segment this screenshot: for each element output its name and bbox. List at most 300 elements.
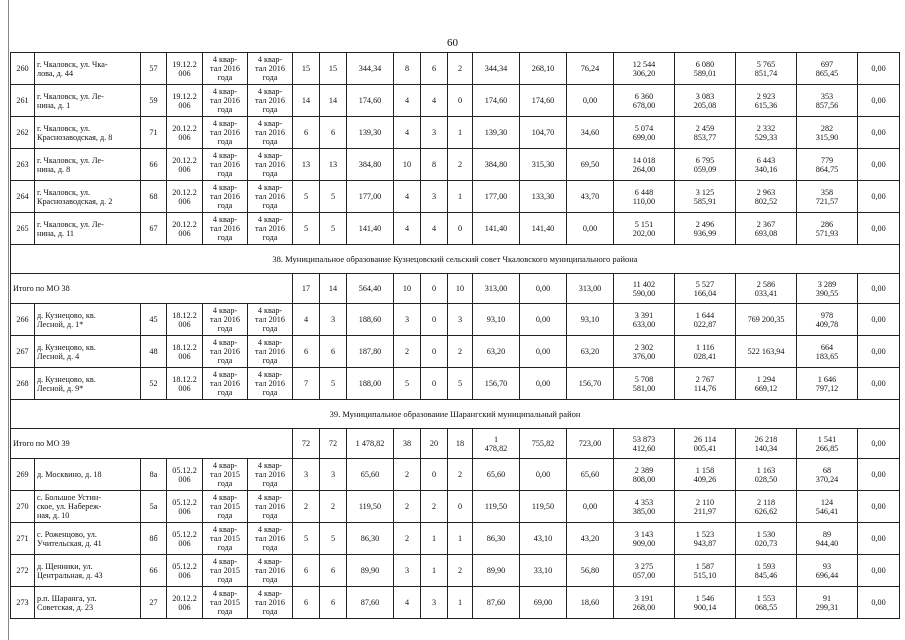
row-number: 265 xyxy=(11,213,35,245)
cell-c18: 6 443 340,16 xyxy=(736,149,797,181)
cell-c9: 89,90 xyxy=(347,555,394,587)
date-cell: 19.12.2 006 xyxy=(167,85,203,117)
cell-c7: 15 xyxy=(293,53,320,85)
cell-c9: 177,00 xyxy=(347,181,394,213)
cell-c12: 2 xyxy=(448,53,473,85)
quarter-cell: 4 квар- тал 2016 года xyxy=(203,213,248,245)
cell-c8: 5 xyxy=(320,213,347,245)
cell-c20: 0,00 xyxy=(858,85,900,117)
table-row xyxy=(11,336,900,368)
cell-c17: 6 795 059,09 xyxy=(675,149,736,181)
quarter-cell: 4 квар- тал 2015 года xyxy=(203,555,248,587)
cell-c12: 0 xyxy=(448,213,473,245)
section-title: 38. Муниципальное образование Кузнецовский сельский совет Чкаловского муниципального района xyxy=(11,245,900,274)
quarter-cell: 4 квар- тал 2015 года xyxy=(203,491,248,523)
cell-c13: 174,60 xyxy=(473,85,520,117)
cell-c8: 5 xyxy=(320,181,347,213)
cell-c11: 6 xyxy=(421,53,448,85)
cell-c16: 3 275 057,00 xyxy=(614,555,675,587)
cell-c20: 0,00 xyxy=(858,555,900,587)
address-cell: р.п. Шаранга, ул. Советская, д. 23 xyxy=(35,587,141,619)
row-number: 263 xyxy=(11,149,35,181)
cell-c19: 358 721,57 xyxy=(797,181,858,213)
quarter-cell: 4 квар- тал 2016 года xyxy=(203,336,248,368)
date-cell: 18.12.2 006 xyxy=(167,304,203,336)
cell-c18: 5 765 851,74 xyxy=(736,53,797,85)
date-cell: 05.12.2 006 xyxy=(167,523,203,555)
cell-c18: 1 294 669,12 xyxy=(736,368,797,400)
cell-c15: 18,60 xyxy=(567,587,614,619)
quarter-cell: 4 квар- тал 2016 года xyxy=(248,459,293,491)
cell-c12: 10 xyxy=(448,274,473,304)
table-row xyxy=(11,213,900,245)
cell-c7: 17 xyxy=(293,274,320,304)
table-row xyxy=(11,304,900,336)
resettlement-table xyxy=(10,52,900,619)
address-cell: г. Чкаловск, ул. Краснозаводская, д. 2 xyxy=(35,181,141,213)
row-number: 268 xyxy=(11,368,35,400)
cell-c11: 3 xyxy=(421,117,448,149)
cell-c18: 2 963 802,52 xyxy=(736,181,797,213)
cell-c17: 2 767 114,76 xyxy=(675,368,736,400)
cell-c16: 4 353 385,00 xyxy=(614,491,675,523)
cell-c18: 26 218 140,34 xyxy=(736,429,797,459)
date-cell: 20.12.2 006 xyxy=(167,213,203,245)
cell-c16: 3 143 909,00 xyxy=(614,523,675,555)
quarter-cell: 4 квар- тал 2016 года xyxy=(248,491,293,523)
cell-c15: 63,20 xyxy=(567,336,614,368)
cell-c20: 0,00 xyxy=(858,368,900,400)
cell-c9: 564,40 xyxy=(347,274,394,304)
cell-c16: 11 402 590,00 xyxy=(614,274,675,304)
row-number: 271 xyxy=(11,523,35,555)
date-cell: 20.12.2 006 xyxy=(167,587,203,619)
cell-c20: 0,00 xyxy=(858,181,900,213)
cell-c7: 6 xyxy=(293,587,320,619)
cell-c16: 6 360 678,00 xyxy=(614,85,675,117)
cell-c16: 3 191 268,00 xyxy=(614,587,675,619)
cell-c18: 2 923 615,36 xyxy=(736,85,797,117)
cell-c9: 384,80 xyxy=(347,149,394,181)
table-row xyxy=(11,587,900,619)
quarter-cell: 4 квар- тал 2016 года xyxy=(203,304,248,336)
cell-c12: 1 xyxy=(448,117,473,149)
cell-c17: 2 459 853,77 xyxy=(675,117,736,149)
cell-c19: 124 546,41 xyxy=(797,491,858,523)
cell-c16: 5 151 202,00 xyxy=(614,213,675,245)
cell-c10: 2 xyxy=(394,491,421,523)
cell-c14: 755,82 xyxy=(520,429,567,459)
quarter-cell: 4 квар- тал 2016 года xyxy=(248,304,293,336)
quarter-cell: 4 квар- тал 2016 года xyxy=(248,53,293,85)
cell-c14: 43,10 xyxy=(520,523,567,555)
cell-c7: 6 xyxy=(293,555,320,587)
cell-c15: 313,00 xyxy=(567,274,614,304)
cell-c19: 89 944,40 xyxy=(797,523,858,555)
cell-c17: 3 083 205,08 xyxy=(675,85,736,117)
cell-c8: 6 xyxy=(320,587,347,619)
cell-c15: 0,00 xyxy=(567,213,614,245)
cell-c15: 43,20 xyxy=(567,523,614,555)
section-header-row xyxy=(11,400,900,429)
cell-c10: 10 xyxy=(394,274,421,304)
cell-c10: 2 xyxy=(394,336,421,368)
cell-c8: 5 xyxy=(320,523,347,555)
cell-c20: 0,00 xyxy=(858,274,900,304)
quarter-cell: 4 квар- тал 2016 года xyxy=(248,213,293,245)
cell-c17: 1 158 409,26 xyxy=(675,459,736,491)
date-cell: 05.12.2 006 xyxy=(167,491,203,523)
row-number: 261 xyxy=(11,85,35,117)
cell-c15: 43,70 xyxy=(567,181,614,213)
cell-c11: 2 xyxy=(421,491,448,523)
cell-c9: 188,00 xyxy=(347,368,394,400)
quarter-cell: 4 квар- тал 2016 года xyxy=(248,336,293,368)
cell-c9: 141,40 xyxy=(347,213,394,245)
date-cell: 20.12.2 006 xyxy=(167,181,203,213)
cell-c12: 0 xyxy=(448,85,473,117)
cell-c19: 282 315,90 xyxy=(797,117,858,149)
cell-c17: 1 546 900,14 xyxy=(675,587,736,619)
row-number: 260 xyxy=(11,53,35,85)
cell-c16: 5 074 699,00 xyxy=(614,117,675,149)
cell-c9: 87,60 xyxy=(347,587,394,619)
cell-c12: 0 xyxy=(448,491,473,523)
total-label: Итого по МО 39 xyxy=(11,429,293,459)
cell-c16: 3 391 633,00 xyxy=(614,304,675,336)
year-cell: 71 xyxy=(141,117,167,149)
quarter-cell: 4 квар- тал 2016 года xyxy=(248,117,293,149)
cell-c11: 0 xyxy=(421,459,448,491)
cell-c10: 10 xyxy=(394,149,421,181)
cell-c7: 5 xyxy=(293,523,320,555)
year-cell: 66 xyxy=(141,555,167,587)
year-cell: 67 xyxy=(141,213,167,245)
cell-c20: 0,00 xyxy=(858,523,900,555)
cell-c20: 0,00 xyxy=(858,587,900,619)
date-cell: 05.12.2 006 xyxy=(167,459,203,491)
cell-c20: 0,00 xyxy=(858,491,900,523)
address-cell: д. Щенники, ул. Центральная, д. 43 xyxy=(35,555,141,587)
quarter-cell: 4 квар- тал 2015 года xyxy=(203,523,248,555)
cell-c20: 0,00 xyxy=(858,53,900,85)
cell-c8: 6 xyxy=(320,117,347,149)
cell-c12: 1 xyxy=(448,587,473,619)
cell-c12: 5 xyxy=(448,368,473,400)
table-row xyxy=(11,149,900,181)
cell-c19: 91 299,31 xyxy=(797,587,858,619)
cell-c19: 664 183,65 xyxy=(797,336,858,368)
cell-c17: 26 114 005,41 xyxy=(675,429,736,459)
cell-c18: 2 332 529,33 xyxy=(736,117,797,149)
table-row xyxy=(11,85,900,117)
row-number: 264 xyxy=(11,181,35,213)
quarter-cell: 4 квар- тал 2016 года xyxy=(203,149,248,181)
cell-c16: 5 708 581,00 xyxy=(614,368,675,400)
year-cell: 66 xyxy=(141,149,167,181)
year-cell: 57 xyxy=(141,53,167,85)
cell-c15: 0,00 xyxy=(567,491,614,523)
cell-c10: 5 xyxy=(394,368,421,400)
quarter-cell: 4 квар- тал 2016 года xyxy=(248,555,293,587)
cell-c17: 2 496 936,99 xyxy=(675,213,736,245)
cell-c7: 3 xyxy=(293,459,320,491)
year-cell: 48 xyxy=(141,336,167,368)
quarter-cell: 4 квар- тал 2016 года xyxy=(203,181,248,213)
row-number: 269 xyxy=(11,459,35,491)
cell-c14: 0,00 xyxy=(520,274,567,304)
cell-c8: 72 xyxy=(320,429,347,459)
table-row xyxy=(11,555,900,587)
year-cell: 5а xyxy=(141,491,167,523)
cell-c8: 13 xyxy=(320,149,347,181)
cell-c13: 384,80 xyxy=(473,149,520,181)
year-cell: 59 xyxy=(141,85,167,117)
cell-c19: 978 409,78 xyxy=(797,304,858,336)
row-number: 270 xyxy=(11,491,35,523)
cell-c8: 15 xyxy=(320,53,347,85)
cell-c16: 6 448 110,00 xyxy=(614,181,675,213)
cell-c11: 0 xyxy=(421,274,448,304)
cell-c10: 4 xyxy=(394,85,421,117)
cell-c11: 3 xyxy=(421,181,448,213)
table-row xyxy=(11,491,900,523)
cell-c11: 0 xyxy=(421,336,448,368)
cell-c8: 14 xyxy=(320,85,347,117)
cell-c14: 119,50 xyxy=(520,491,567,523)
cell-c17: 2 110 211,97 xyxy=(675,491,736,523)
cell-c13: 63,20 xyxy=(473,336,520,368)
cell-c14: 33,10 xyxy=(520,555,567,587)
section-title: 39. Муниципальное образование Шарангский муниципальный район xyxy=(11,400,900,429)
table-row xyxy=(11,368,900,400)
cell-c17: 6 080 589,01 xyxy=(675,53,736,85)
cell-c14: 268,10 xyxy=(520,53,567,85)
cell-c19: 779 864,75 xyxy=(797,149,858,181)
cell-c8: 6 xyxy=(320,336,347,368)
cell-c10: 2 xyxy=(394,459,421,491)
cell-c15: 723,00 xyxy=(567,429,614,459)
cell-c18: 769 200,35 xyxy=(736,304,797,336)
address-cell: д. Кузнецово, кв. Лесной, д. 1* xyxy=(35,304,141,336)
cell-c14: 0,00 xyxy=(520,336,567,368)
cell-c8: 5 xyxy=(320,368,347,400)
address-cell: г. Чкаловск, ул. Ле- нина, д. 11 xyxy=(35,213,141,245)
cell-c19: 93 696,44 xyxy=(797,555,858,587)
quarter-cell: 4 квар- тал 2016 года xyxy=(248,181,293,213)
cell-c9: 65,60 xyxy=(347,459,394,491)
cell-c7: 14 xyxy=(293,85,320,117)
cell-c7: 2 xyxy=(293,491,320,523)
total-label: Итого по МО 38 xyxy=(11,274,293,304)
cell-c14: 0,00 xyxy=(520,304,567,336)
cell-c13: 141,40 xyxy=(473,213,520,245)
cell-c11: 0 xyxy=(421,368,448,400)
table-row xyxy=(11,523,900,555)
cell-c19: 353 857,56 xyxy=(797,85,858,117)
cell-c16: 12 544 306,20 xyxy=(614,53,675,85)
quarter-cell: 4 квар- тал 2016 года xyxy=(203,117,248,149)
cell-c13: 156,70 xyxy=(473,368,520,400)
cell-c7: 5 xyxy=(293,181,320,213)
address-cell: д. Кузнецово, кв. Лесной, д. 9* xyxy=(35,368,141,400)
cell-c10: 38 xyxy=(394,429,421,459)
cell-c12: 2 xyxy=(448,149,473,181)
date-cell: 18.12.2 006 xyxy=(167,368,203,400)
year-cell: 52 xyxy=(141,368,167,400)
cell-c19: 3 289 390,55 xyxy=(797,274,858,304)
row-number: 262 xyxy=(11,117,35,149)
cell-c7: 6 xyxy=(293,117,320,149)
cell-c14: 0,00 xyxy=(520,459,567,491)
cell-c19: 1 646 797,12 xyxy=(797,368,858,400)
cell-c20: 0,00 xyxy=(858,429,900,459)
cell-c14: 104,70 xyxy=(520,117,567,149)
cell-c20: 0,00 xyxy=(858,459,900,491)
cell-c16: 14 018 264,00 xyxy=(614,149,675,181)
date-cell: 20.12.2 006 xyxy=(167,117,203,149)
cell-c12: 1 xyxy=(448,523,473,555)
cell-c11: 1 xyxy=(421,555,448,587)
cell-c15: 34,60 xyxy=(567,117,614,149)
cell-c9: 344,34 xyxy=(347,53,394,85)
cell-c14: 174,60 xyxy=(520,85,567,117)
table-row xyxy=(11,117,900,149)
cell-c12: 2 xyxy=(448,459,473,491)
page-edge-rule xyxy=(8,0,9,640)
cell-c13: 313,00 xyxy=(473,274,520,304)
cell-c7: 7 xyxy=(293,368,320,400)
cell-c18: 2 586 033,41 xyxy=(736,274,797,304)
date-cell: 05.12.2 006 xyxy=(167,555,203,587)
row-number: 267 xyxy=(11,336,35,368)
page-number: 60 xyxy=(447,37,458,49)
cell-c13: 119,50 xyxy=(473,491,520,523)
cell-c10: 4 xyxy=(394,587,421,619)
year-cell: 8а xyxy=(141,459,167,491)
table-row xyxy=(11,459,900,491)
row-number: 272 xyxy=(11,555,35,587)
table-row xyxy=(11,53,900,85)
cell-c9: 174,60 xyxy=(347,85,394,117)
cell-c8: 14 xyxy=(320,274,347,304)
cell-c20: 0,00 xyxy=(858,304,900,336)
cell-c18: 1 163 028,50 xyxy=(736,459,797,491)
cell-c18: 1 530 020,73 xyxy=(736,523,797,555)
cell-c9: 187,80 xyxy=(347,336,394,368)
cell-c11: 4 xyxy=(421,85,448,117)
cell-c8: 3 xyxy=(320,459,347,491)
cell-c17: 1 116 028,41 xyxy=(675,336,736,368)
cell-c7: 13 xyxy=(293,149,320,181)
quarter-cell: 4 квар- тал 2016 года xyxy=(248,85,293,117)
address-cell: г. Чкаловск, ул. Краснозаводская, д. 8 xyxy=(35,117,141,149)
cell-c17: 3 125 585,91 xyxy=(675,181,736,213)
cell-c10: 2 xyxy=(394,523,421,555)
cell-c15: 156,70 xyxy=(567,368,614,400)
quarter-cell: 4 квар- тал 2016 года xyxy=(248,587,293,619)
cell-c15: 56,80 xyxy=(567,555,614,587)
quarter-cell: 4 квар- тал 2016 года xyxy=(203,368,248,400)
total-row xyxy=(11,429,900,459)
cell-c17: 1 523 943,87 xyxy=(675,523,736,555)
cell-c18: 1 553 068,55 xyxy=(736,587,797,619)
cell-c13: 93,10 xyxy=(473,304,520,336)
address-cell: с. Большое Устин- ское, ул. Набереж- ная, д. 10 xyxy=(35,491,141,523)
address-cell: г. Чкаловск, ул. Чка- лова, д. 44 xyxy=(35,53,141,85)
quarter-cell: 4 квар- тал 2016 года xyxy=(248,368,293,400)
quarter-cell: 4 квар- тал 2015 года xyxy=(203,459,248,491)
cell-c20: 0,00 xyxy=(858,336,900,368)
address-cell: д. Москвино, д. 18 xyxy=(35,459,141,491)
cell-c18: 2 118 626,62 xyxy=(736,491,797,523)
quarter-cell: 4 квар- тал 2016 года xyxy=(203,85,248,117)
cell-c8: 3 xyxy=(320,304,347,336)
address-cell: г. Чкаловск, ул. Ле- нина, д. 1 xyxy=(35,85,141,117)
year-cell: 8б xyxy=(141,523,167,555)
cell-c15: 76,24 xyxy=(567,53,614,85)
cell-c16: 2 389 808,00 xyxy=(614,459,675,491)
total-row xyxy=(11,274,900,304)
cell-c11: 0 xyxy=(421,304,448,336)
cell-c13: 65,60 xyxy=(473,459,520,491)
cell-c17: 5 527 166,04 xyxy=(675,274,736,304)
cell-c9: 1 478,82 xyxy=(347,429,394,459)
cell-c13: 177,00 xyxy=(473,181,520,213)
cell-c15: 93,10 xyxy=(567,304,614,336)
cell-c11: 1 xyxy=(421,523,448,555)
cell-c11: 8 xyxy=(421,149,448,181)
cell-c15: 65,60 xyxy=(567,459,614,491)
quarter-cell: 4 квар- тал 2016 года xyxy=(203,53,248,85)
year-cell: 68 xyxy=(141,181,167,213)
cell-c12: 2 xyxy=(448,555,473,587)
cell-c17: 1 644 022,87 xyxy=(675,304,736,336)
cell-c17: 1 587 515,10 xyxy=(675,555,736,587)
cell-c9: 86,30 xyxy=(347,523,394,555)
cell-c18: 2 367 693,08 xyxy=(736,213,797,245)
cell-c8: 6 xyxy=(320,555,347,587)
cell-c19: 68 370,24 xyxy=(797,459,858,491)
cell-c13: 86,30 xyxy=(473,523,520,555)
cell-c11: 4 xyxy=(421,213,448,245)
cell-c19: 286 571,93 xyxy=(797,213,858,245)
cell-c7: 4 xyxy=(293,304,320,336)
quarter-cell: 4 квар- тал 2016 года xyxy=(248,149,293,181)
cell-c14: 0,00 xyxy=(520,368,567,400)
address-cell: с. Роженцово, ул. Учительская, д. 41 xyxy=(35,523,141,555)
cell-c13: 344,34 xyxy=(473,53,520,85)
cell-c12: 1 xyxy=(448,181,473,213)
cell-c10: 4 xyxy=(394,181,421,213)
cell-c16: 2 302 376,00 xyxy=(614,336,675,368)
cell-c19: 697 865,45 xyxy=(797,53,858,85)
cell-c7: 72 xyxy=(293,429,320,459)
cell-c12: 18 xyxy=(448,429,473,459)
year-cell: 45 xyxy=(141,304,167,336)
address-cell: д. Кузнецово, кв. Лесной, д. 4 xyxy=(35,336,141,368)
cell-c11: 3 xyxy=(421,587,448,619)
date-cell: 18.12.2 006 xyxy=(167,336,203,368)
cell-c12: 3 xyxy=(448,304,473,336)
year-cell: 27 xyxy=(141,587,167,619)
cell-c9: 188,60 xyxy=(347,304,394,336)
cell-c18: 1 593 845,46 xyxy=(736,555,797,587)
cell-c8: 2 xyxy=(320,491,347,523)
section-header-row xyxy=(11,245,900,274)
cell-c13: 1 478,82 xyxy=(473,429,520,459)
cell-c20: 0,00 xyxy=(858,213,900,245)
